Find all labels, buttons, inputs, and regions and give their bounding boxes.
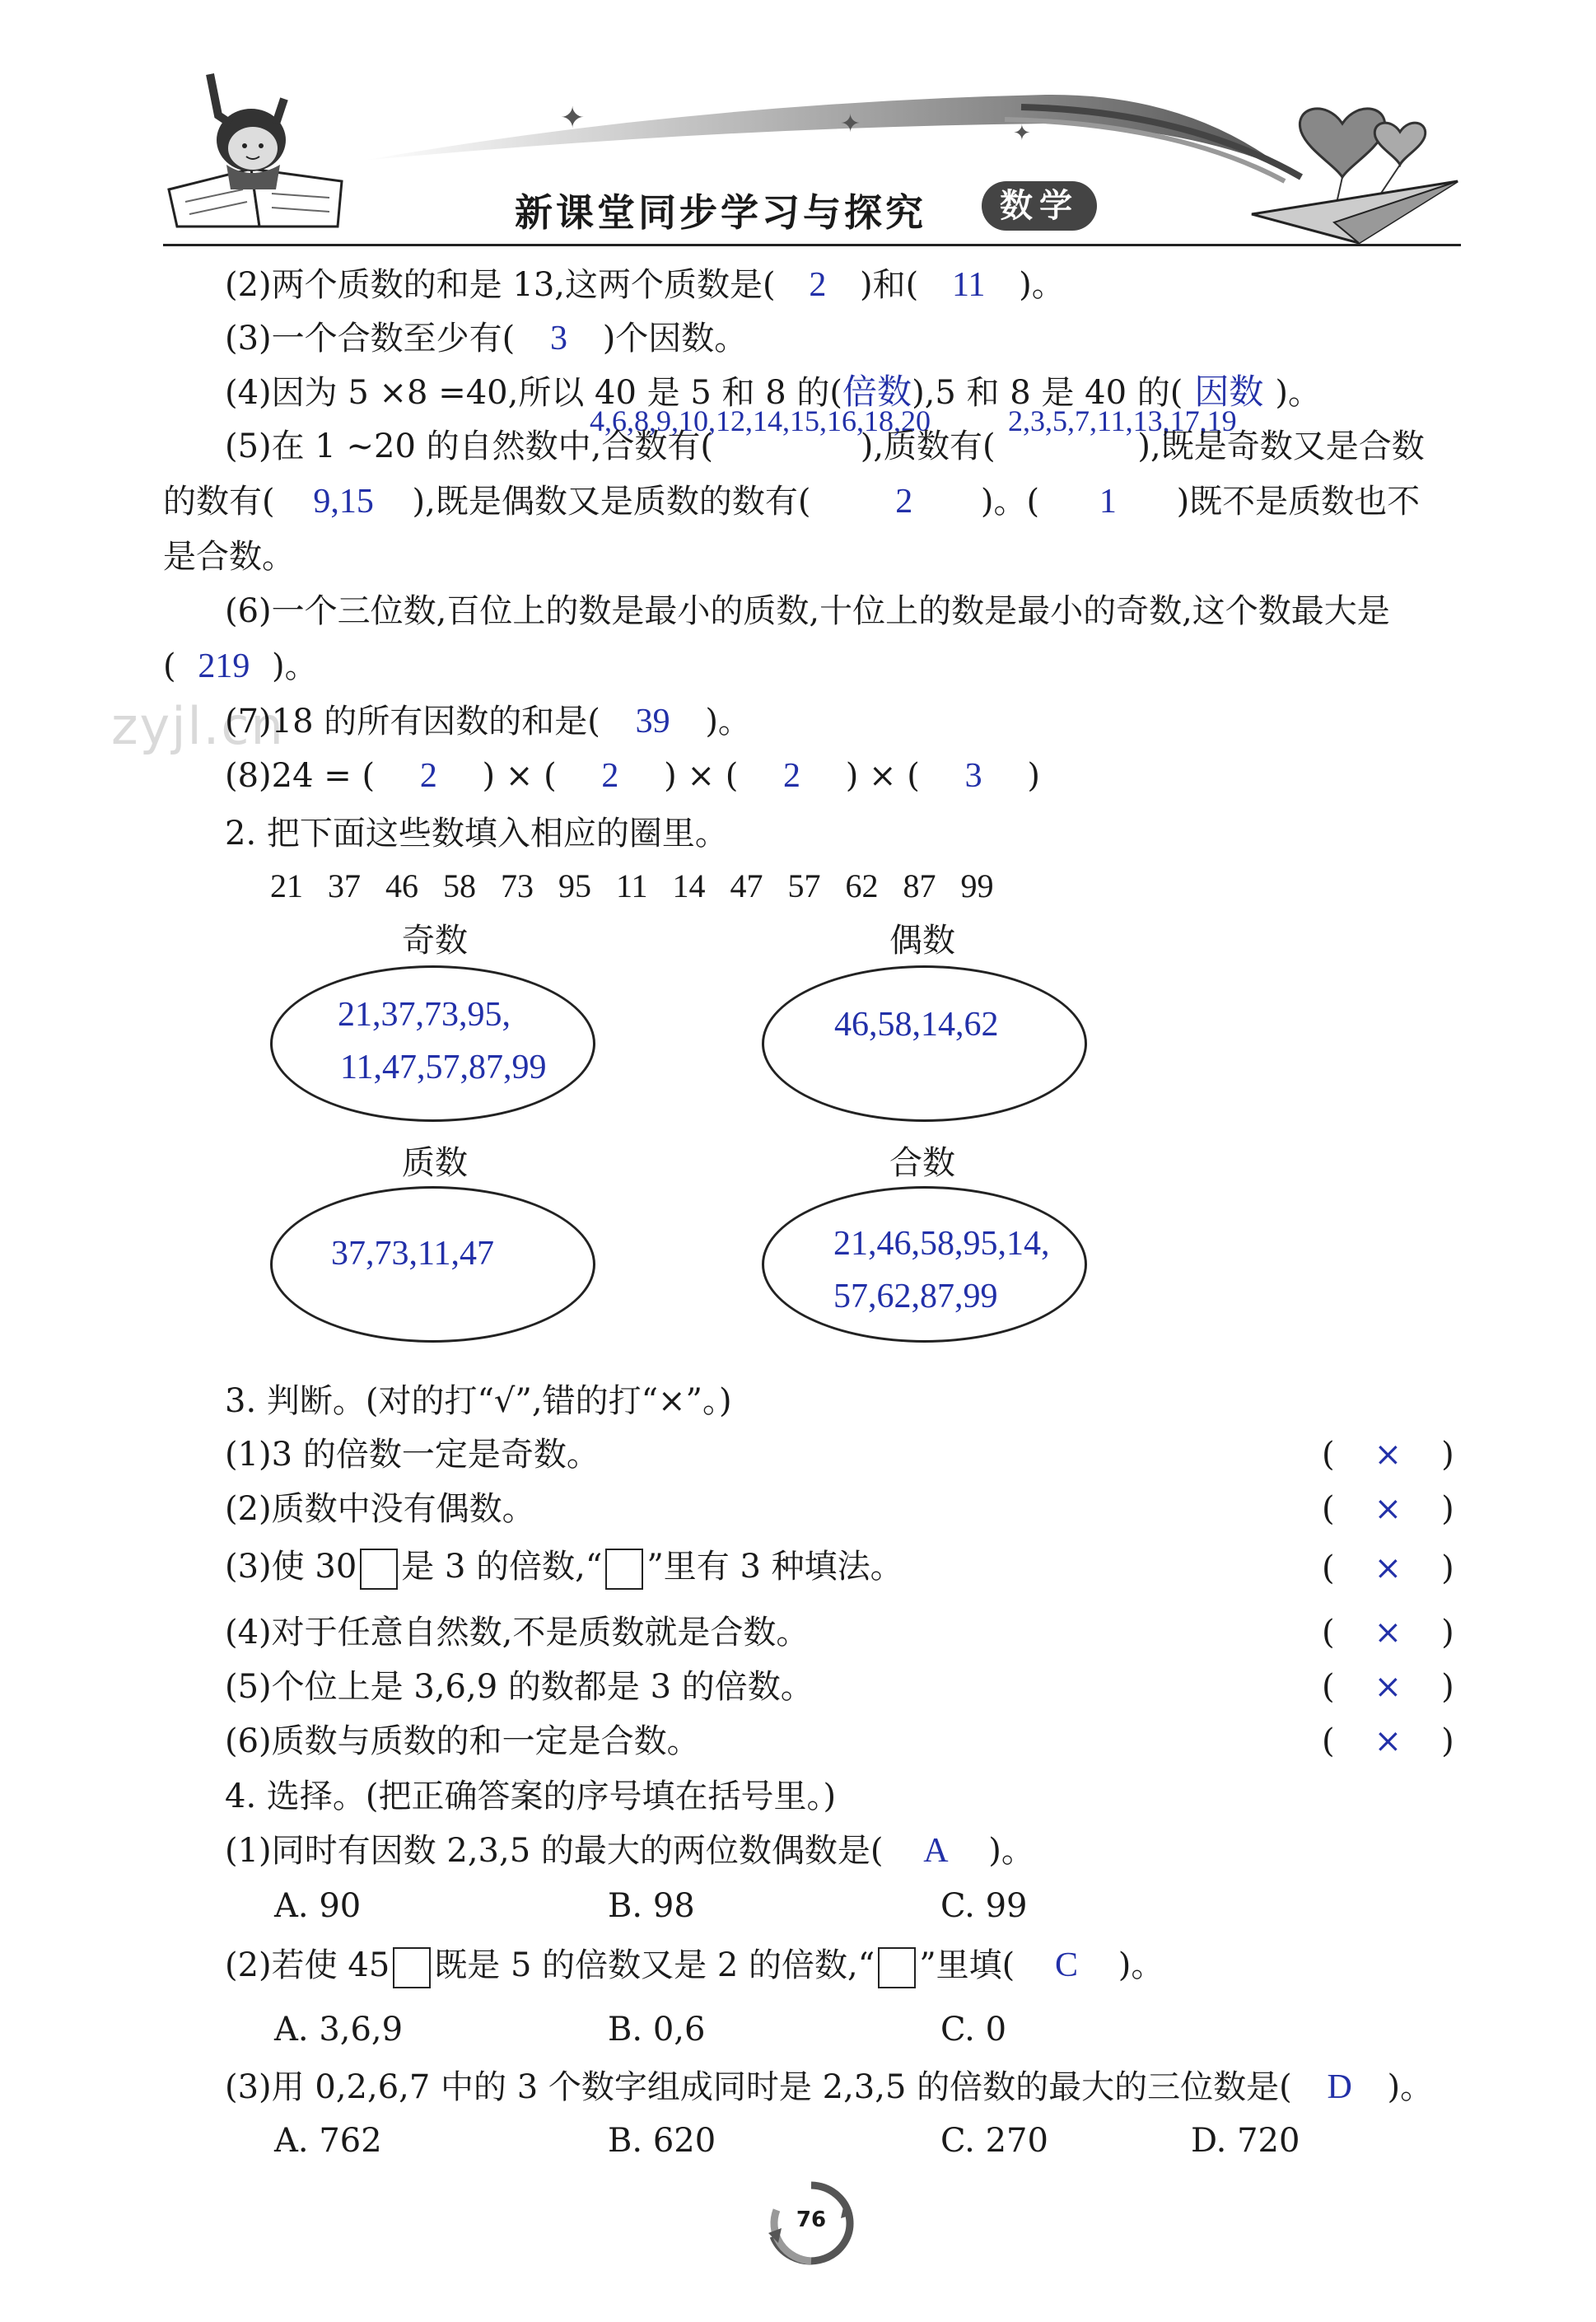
- hearts-paper-plane-illustration: [1235, 74, 1474, 255]
- q1-item-8: (8)24 = ( 2 ) × ( 2 ) × ( 2 ) × ( 3 ): [225, 757, 1040, 795]
- answer-blank: 2: [783, 757, 801, 795]
- q4-item-3-option-d: D. 720: [1191, 2122, 1300, 2160]
- answer-blank: 2: [895, 483, 913, 521]
- q3-item-2: (2)质数中没有偶数。: [225, 1490, 535, 1528]
- q3-mark-5: ( × ): [1322, 1668, 1454, 1706]
- q3-mark-1: ( × ): [1322, 1436, 1454, 1474]
- odd-numbers-oval: [270, 965, 595, 1122]
- odd-answer-line1: 21,37,73,95,: [338, 996, 511, 1034]
- q3-mark-3: ( × ): [1322, 1549, 1454, 1587]
- q1-item-5-line2: 的数有( 9,15 ),既是偶数又是质数的数有( 2 )。( 1 )既不是质数也不: [163, 483, 1421, 521]
- q3-mark-4: ( × ): [1322, 1614, 1454, 1652]
- q3-title: 3. 判断。(对的打“√”,错的打“×”。): [225, 1382, 732, 1420]
- composite-circle-label: 合数: [889, 1144, 955, 1182]
- q1-item-5-prime-answer: 2,3,5,7,11,13,17,19: [1008, 404, 1237, 437]
- answer-blank: 2: [809, 266, 827, 304]
- odd-answer-line2: 11,47,57,87,99: [340, 1049, 547, 1086]
- q4-item-2-option-c: C. 0: [940, 2011, 1007, 2049]
- q1-item-6-line2: ( 219 )。: [163, 647, 318, 685]
- composite-numbers-oval: [762, 1186, 1087, 1343]
- blank-box: [360, 1549, 398, 1590]
- q1-item-4: (4)因为 5 ×8 =40,所以 40 是 5 和 8 的(倍数),5 和 8 是 40 的( 因数 )。: [225, 374, 1321, 412]
- q4-item-3-option-b: B. 620: [608, 2122, 716, 2160]
- answer-blank: 1: [1099, 483, 1117, 521]
- q1-item-5-composite-answer: 4,6,8,9,10,12,14,15,16,18,20: [590, 404, 931, 437]
- prime-circle-label: 质数: [402, 1144, 468, 1182]
- comet-swoosh-decoration: [362, 78, 1309, 185]
- q4-item-1-option-a: A. 90: [274, 1887, 362, 1925]
- q3-mark-2: ( × ): [1322, 1490, 1454, 1528]
- q2-number-list: 21 37 46 58 73 95 11 14 47 57 62 87 99: [270, 867, 994, 904]
- answer-blank: 3: [964, 757, 982, 795]
- even-answer-line1: 46,58,14,62: [834, 1006, 999, 1044]
- blank-box: [878, 1947, 916, 1988]
- composite-answer-line1: 21,46,58,95,14,: [833, 1225, 1050, 1263]
- q4-item-1: (1)同时有因数 2,3,5 的最大的两位数偶数是( A )。: [225, 1832, 1034, 1870]
- q3-mark-6: ( × ): [1322, 1722, 1454, 1760]
- q1-item-3: (3)一个合数至少有( 3 )个因数。: [225, 320, 748, 357]
- q4-item-1-option-b: B. 98: [608, 1887, 695, 1925]
- q3-item-4: (4)对于任意自然数,不是质数就是合数。: [225, 1614, 810, 1652]
- q4-item-1-option-c: C. 99: [940, 1887, 1028, 1925]
- prime-answer-line1: 37,73,11,47: [331, 1235, 494, 1273]
- girl-reading-illustration: [161, 66, 358, 231]
- answer-blank: 因数: [1194, 374, 1264, 412]
- svg-text:✦: ✦: [560, 101, 586, 135]
- answer-blank: 219: [198, 647, 250, 685]
- answer-blank: 2: [419, 757, 437, 795]
- odd-circle-label: 奇数: [402, 922, 468, 960]
- q4-item-3-option-a: A. 762: [274, 2122, 382, 2160]
- q4-item-2: (2)若使 45 既是 5 的倍数又是 2 的倍数,“ ”里填( C )。: [225, 1946, 1164, 1988]
- answer-blank: 2: [601, 757, 619, 795]
- q3-item-6: (6)质数与质数的和一定是合数。: [225, 1722, 700, 1760]
- answer-blank: D: [1327, 2068, 1352, 2106]
- q1-item-6-line1: (6)一个三位数,百位上的数是最小的质数,十位上的数是最小的奇数,这个数最大是: [225, 592, 1390, 630]
- answer-blank: 9,15: [313, 483, 374, 521]
- blank-box: [393, 1947, 431, 1988]
- q3-item-3: (3)使 30 是 3 的倍数,“ ”里有 3 种填法。: [225, 1547, 903, 1590]
- header-title: 新课堂同步学习与探究: [515, 190, 926, 235]
- composite-answer-line2: 57,62,87,99: [833, 1278, 998, 1315]
- header-subject-badge: 数学: [982, 181, 1097, 231]
- q1-item-2: (2)两个质数的和是 13,这两个质数是( 2 )和( 11 )。: [225, 266, 1065, 304]
- q4-item-2-option-b: B. 0,6: [608, 2011, 706, 2049]
- header-rule: [163, 244, 1461, 246]
- svg-text:✦: ✦: [1013, 121, 1031, 146]
- q1-item-7: (7)18 的所有因数的和是( 39 )。: [225, 703, 751, 741]
- q3-item-1: (1)3 的倍数一定是奇数。: [225, 1436, 600, 1474]
- q4-item-2-option-a: A. 3,6,9: [274, 2011, 404, 2049]
- page-number: 76: [796, 2208, 827, 2232]
- watermark: zyjl.cn: [111, 696, 285, 756]
- answer-blank: 11: [951, 266, 986, 304]
- blank-box: [605, 1549, 643, 1590]
- svg-text:✦: ✦: [840, 110, 861, 138]
- answer-blank: 倍数: [842, 374, 912, 412]
- q1-item-5-line1: (5)在 1 ~20 的自然数中,合数有( ),质数有( ),既是奇数又是合数: [225, 427, 1425, 465]
- q3-item-5: (5)个位上是 3,6,9 的数都是 3 的倍数。: [225, 1668, 814, 1706]
- answer-blank: A: [923, 1832, 949, 1870]
- answer-blank: 3: [549, 320, 567, 357]
- q4-item-3-option-c: C. 270: [940, 2122, 1048, 2160]
- even-circle-label: 偶数: [889, 922, 955, 960]
- answer-blank: C: [1054, 1946, 1078, 1984]
- q4-item-3: (3)用 0,2,6,7 中的 3 个数字组成同时是 2,3,5 的倍数的最大的三位数是( D )。: [225, 2068, 1434, 2106]
- answer-blank: 39: [635, 703, 670, 741]
- q1-item-5-line3: 是合数。: [163, 538, 295, 576]
- q2-title: 2. 把下面这些数填入相应的圈里。: [225, 815, 728, 853]
- q4-title: 4. 选择。(把正确答案的序号填在括号里。): [225, 1778, 837, 1815]
